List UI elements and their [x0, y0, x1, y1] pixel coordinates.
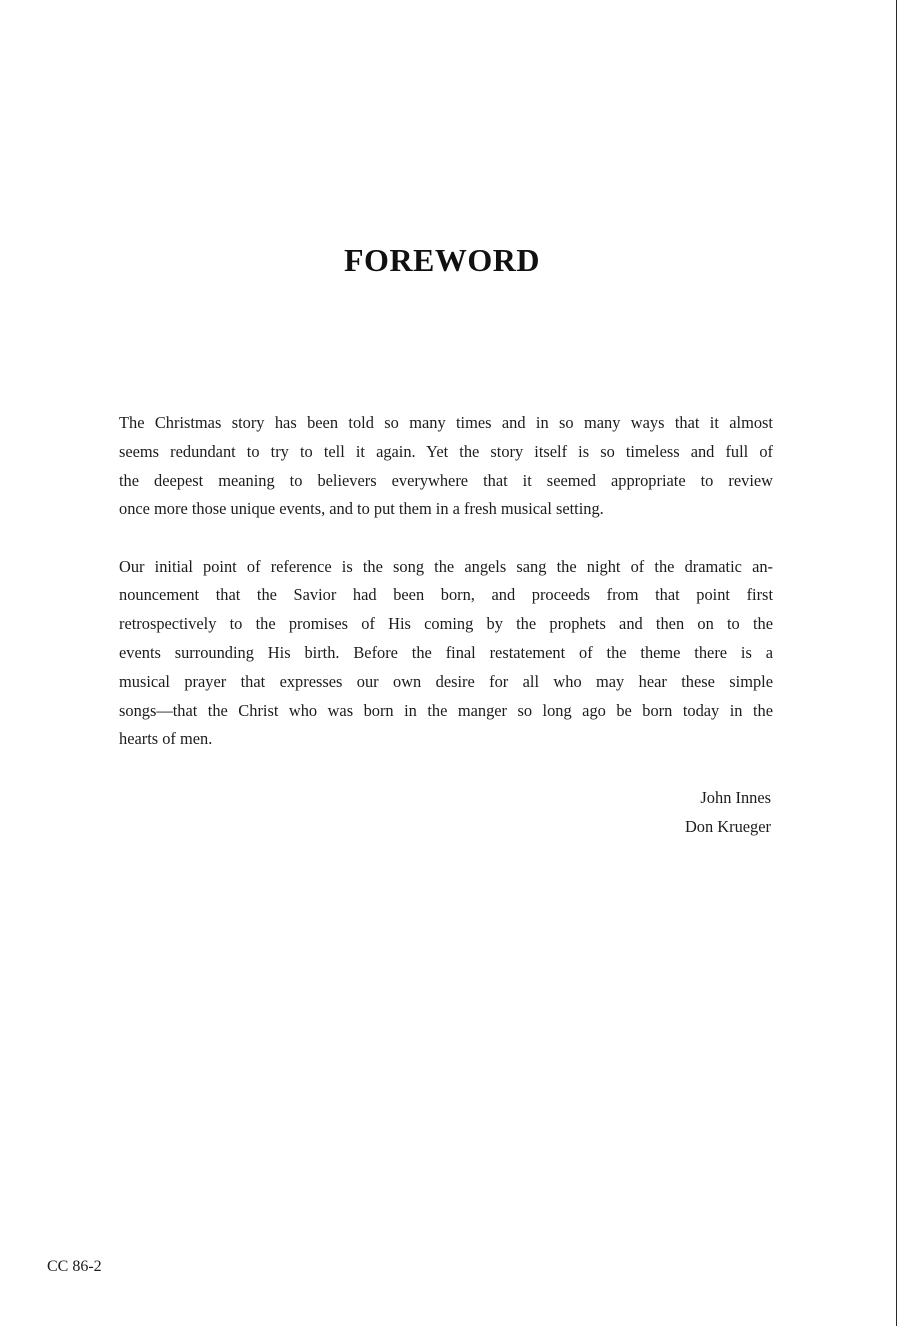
- paragraph-line: retrospectively to the promises of His coming by the prophets and then on to the: [119, 614, 773, 634]
- catalog-code: CC 86-2: [47, 1258, 102, 1275]
- paragraph-line: events surrounding His birth. Before the final restatement of the theme there is a: [119, 643, 773, 663]
- author-name: Don Krueger: [684, 816, 771, 836]
- paragraph-line: The Christmas story has been told so many times and in so many ways that it almost: [119, 413, 773, 432]
- paragraph-1: [119, 409, 773, 524]
- paragraph-line: hearts of men.: [119, 729, 213, 749]
- paragraph-2: [119, 553, 773, 755]
- foreword-body: [119, 409, 773, 754]
- author-signatures: [685, 784, 771, 841]
- paragraph-line: musical prayer that expresses our own desire for all who may hear these simple: [119, 671, 773, 691]
- paragraph-line: once more those unique events, and to put them in a fresh musical setting.: [119, 499, 604, 519]
- paragraph-line: seems redundant to try to tell it again. Yet the story itself is so timeless and full of: [119, 441, 773, 461]
- paragraph-line: the deepest meaning to believers everywhere that it seemed appropriate to review: [119, 470, 773, 490]
- paragraph-line: nouncement that the Savior had been born, and proceeds from that point first: [119, 585, 773, 605]
- paragraph-line: songs—that the Christ who was born in the manger so long ago be born today in the: [119, 700, 773, 720]
- paragraph-line: Our initial point of reference is the song the angels sang the night of the dramatic an-: [119, 556, 773, 576]
- page-title: FOREWORD: [344, 242, 540, 278]
- author-name: John Innes: [700, 788, 771, 807]
